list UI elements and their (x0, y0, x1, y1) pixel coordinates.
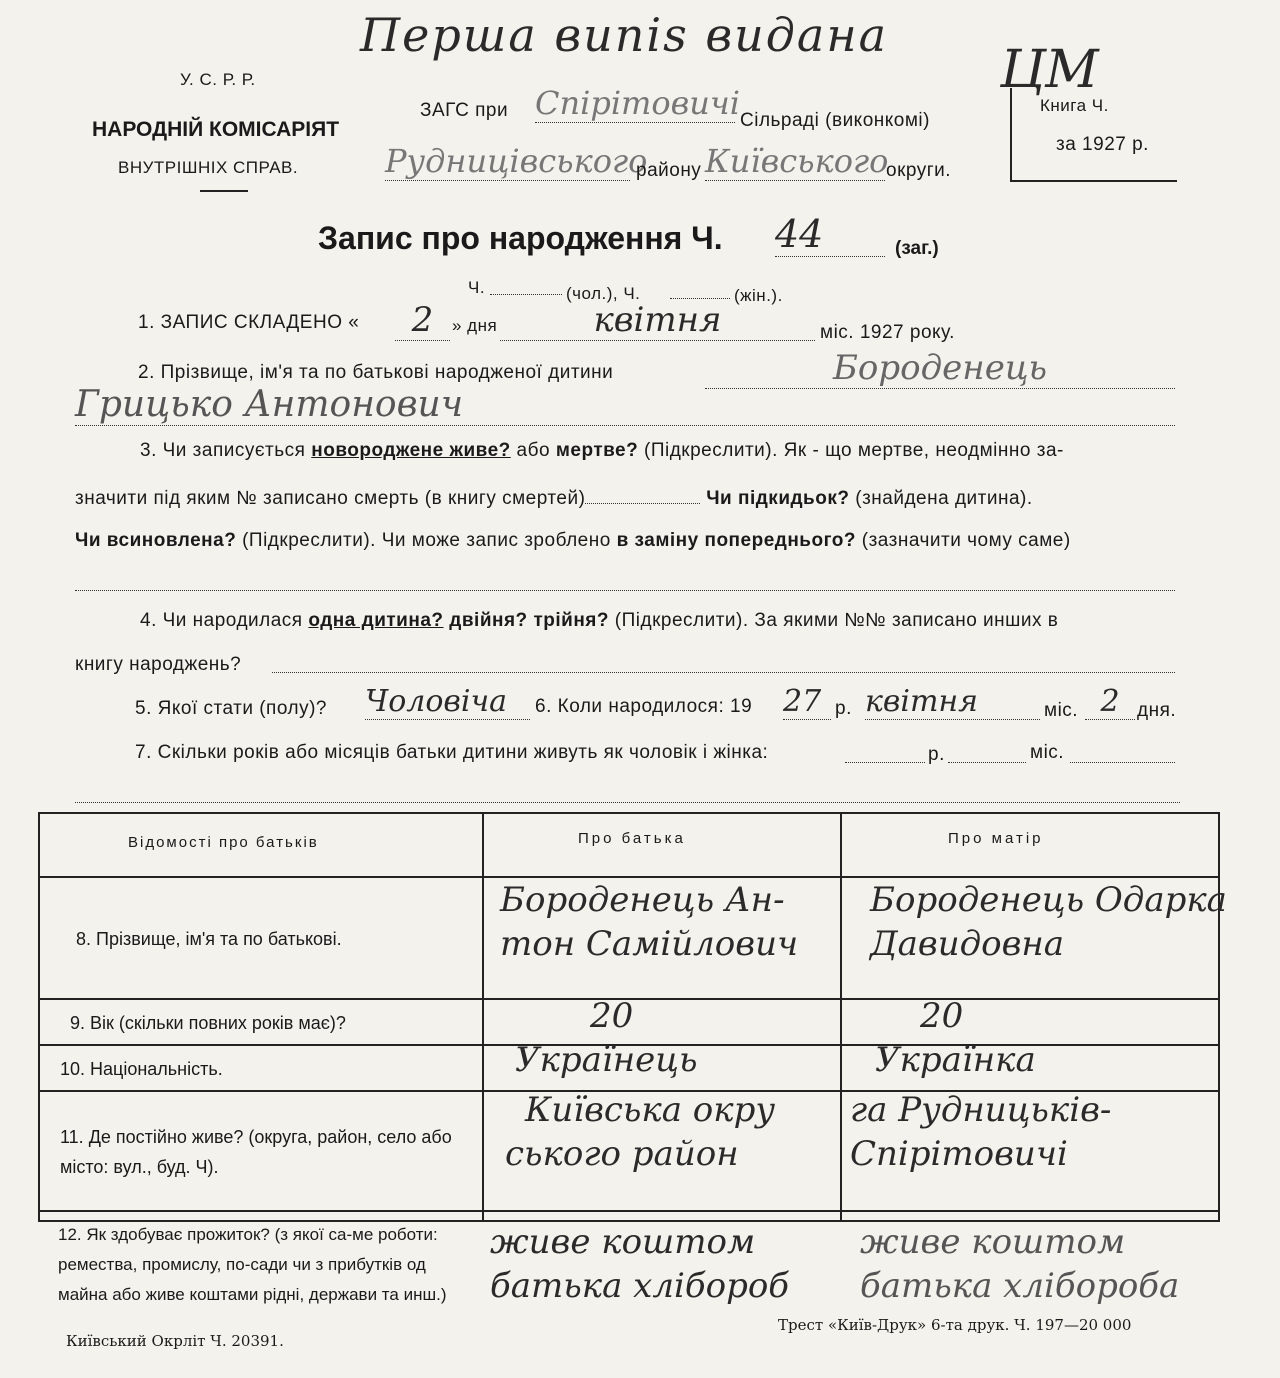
ministry-title: ВНУТРІШНІХ СПРАВ. (118, 158, 299, 177)
row9-mother: 20 (920, 996, 964, 1036)
sub-f-suffix: (жін.). (734, 286, 783, 305)
row10-label: 10. Національність. (60, 1059, 223, 1079)
item1-label: 1. ЗАПИС СКЛАДЕНО « (138, 312, 360, 333)
item7-label: 7. Скільки років або місяців батьки дитини живуть як чоловік і жінка: (135, 742, 769, 763)
row8-mother-2: Давидовна (870, 924, 1065, 964)
item4-l1-a: 4. Чи народилася (140, 610, 303, 631)
sub-m-prefix: Ч. (468, 278, 486, 297)
item4-triplets: трійня? (533, 610, 609, 631)
item7-r: р. (928, 744, 945, 765)
table-header-mother: Про матір (948, 830, 1044, 847)
item2-surname: Бороденець (705, 348, 1175, 389)
stamp-mark: ЦМ (1000, 40, 1099, 100)
item4-twins: двійня? (449, 610, 528, 631)
item5-sex: Чоловіча (365, 684, 530, 720)
item6-day: 2 (1085, 684, 1135, 720)
row12-father-1: живе коштом (490, 1222, 756, 1262)
item3-l3 (75, 530, 1071, 552)
row8-father-1: Бороденець Ан- (500, 880, 785, 920)
item3-dead: мертве? (555, 440, 639, 461)
item3-replace: в заміну попереднього? (616, 530, 856, 551)
year-label: за 1927 р. (1056, 134, 1149, 155)
row11-label: 11. Де постійно живе? (округа, район, село або місто: вул., буд. Ч). (60, 1127, 452, 1177)
row12-mother-2: батька хлібороба (860, 1266, 1180, 1306)
sub-m-suffix: (чол.), Ч. (566, 284, 641, 303)
item6-r: р. (835, 698, 852, 719)
item3-l2 (75, 488, 1033, 510)
row11-father-1: Київська окру (525, 1090, 776, 1130)
item6-year: 27 (783, 684, 831, 720)
item6-dnya: дня. (1137, 700, 1177, 721)
record-number: 44 (775, 212, 885, 257)
item1-mid: » дня (452, 316, 498, 335)
record-suffix: (заг.) (895, 238, 939, 259)
item3-foundling: Чи підкидьок? (706, 488, 850, 509)
item3-l1-a: 3. Чи записується (140, 440, 306, 461)
item4-l1 (140, 610, 1058, 632)
item6-month: квітня (865, 684, 1040, 720)
district-label: району (636, 160, 702, 181)
zags-place: Спірітовичі (535, 84, 741, 122)
row8-father-2: тон Самійлович (500, 924, 799, 964)
item3-l1 (140, 440, 1064, 462)
book-box (1010, 88, 1177, 182)
item6-label: 6. Коли народилося: 19 (535, 696, 753, 717)
district-value: Рудницівського (385, 142, 648, 180)
item3-l1-c: або (516, 440, 551, 461)
item1-month: квітня (500, 300, 815, 341)
item4-single: одна дитина? (308, 610, 444, 631)
item7-mis: міс. (1030, 742, 1065, 763)
record-title: Запис про народження Ч. (318, 220, 723, 256)
item2-name: Грицько Антонович (75, 384, 1175, 426)
zags-prefix: ЗАГС при (420, 100, 509, 121)
item4-l2: книгу народжень? (75, 654, 242, 675)
top-annotation: Перша виnis видана (360, 8, 889, 62)
footer-right: Трест «Київ-Друк» 6-та друк. Ч. 197—20 000 (778, 1316, 1132, 1334)
item3-adopted: Чи всиновлена? (75, 530, 237, 551)
row9-label: 9. Вік (скільки повних років має)? (70, 1013, 346, 1033)
item4-l1-e: (Підкреслити). За якими №№ записано инших в (614, 610, 1059, 631)
footer-left: Київський Окрліт Ч. 20391. (66, 1332, 284, 1350)
row10-father: Українець (515, 1040, 698, 1080)
table-header-father: Про батька (578, 830, 686, 847)
row8-label: 8. Прізвище, ім'я та по батькові. (76, 929, 342, 949)
row11-mother-1: га Рудницьків- (850, 1090, 1112, 1130)
republic-label: У. С. Р. Р. (180, 70, 256, 89)
item3-alive: новороджене живе? (311, 440, 511, 461)
item1-day: 2 (395, 300, 450, 341)
table-header-info: Відомості про батьків (128, 834, 319, 851)
row12-mother-1: живе коштом (860, 1222, 1126, 1262)
item6-mis: міс. (1044, 700, 1079, 721)
row12-label: 12. Як здобуває прожиток? (з якої са-ме роботи: ремества, промислу, по-сади чи з прибутків од майна або живе коштами рідні, держави та инш.) (58, 1225, 447, 1304)
item3-l2-c: (знайдена дитина). (855, 488, 1033, 509)
row8-mother-1: Бороденець Одарка (870, 880, 1227, 920)
item3-l3-d: (зазначити чому саме) (861, 530, 1071, 551)
okruga-value: Київського (705, 142, 889, 180)
item2-label: 2. Прізвище, ім'я та по батькові народженої дитини (138, 362, 614, 383)
row12-father-2: батька хлібороб (490, 1266, 790, 1306)
commissariat-title: НАРОДНІЙ КОМІСАРІЯТ (92, 118, 340, 141)
item1-end: міс. 1927 року. (820, 322, 955, 343)
row11-mother-2: Спірітовичі (850, 1134, 1068, 1174)
item3-l2-a: значити під яким № записано смерть (в книгу смертей) (75, 488, 586, 509)
item3-l3-b: (Підкреслити). Чи може запис зроблено (242, 530, 611, 551)
item5-label: 5. Якої стати (полу)? (135, 698, 327, 719)
book-label: Книга Ч. (1040, 96, 1109, 115)
item3-l1-e: (Підкреслити). Як - що мертве, неодмінно за- (644, 440, 1064, 461)
row9-father: 20 (590, 996, 634, 1036)
row11-father-2: ського район (505, 1134, 739, 1174)
zags-suffix: Сільраді (виконкомі) (740, 110, 930, 131)
okruga-label: округи. (886, 160, 952, 181)
row10-mother: Українка (875, 1040, 1036, 1080)
